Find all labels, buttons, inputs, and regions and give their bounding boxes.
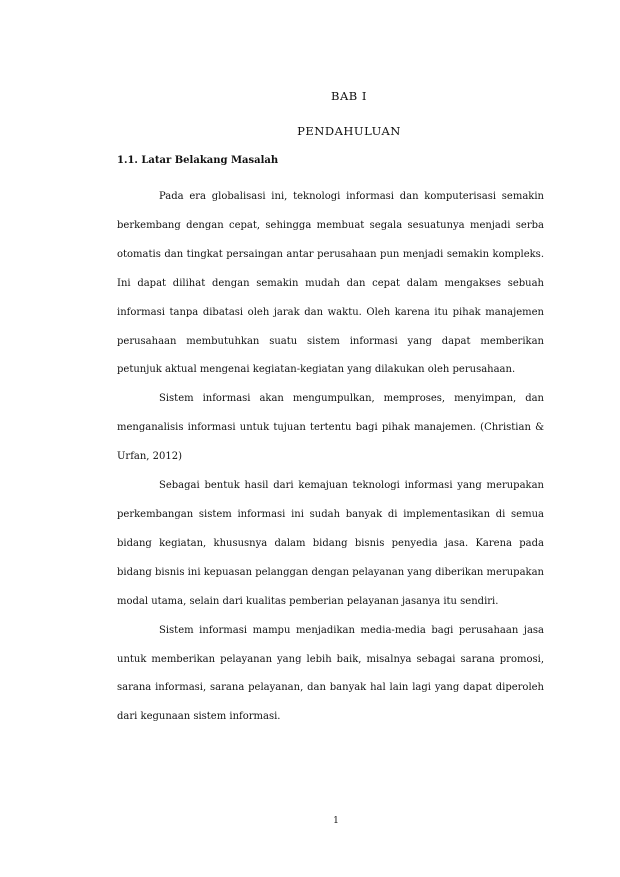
chapter-title: PENDAHULUAN: [297, 124, 401, 138]
paragraph-1: Pada era globalisasi ini, teknologi informasi dan komputerisasi semakin berkembang dengan cepat, sehingga membuat segala sesuatunya menjadi serba otomatis dan tingkat persaingan antar perusahaan pun menjadi semakin kompleks. Ini dapat dilihat dengan semakin mudah dan cepat dalam mengakses sebuah informasi tanpa dibatasi oleh jarak dan waktu. Oleh karena itu pihak manajemen perusahaan membutuhkan suatu sistem informasi yang dapat memberikan petunjuk aktual mengenai kegiatan-kegiatan yang dilakukan oleh perusahaan.: [117, 191, 544, 376]
body-text: [117, 183, 544, 732]
paragraph-4: Sistem informasi mampu menjadikan media-media bagi perusahaan jasa untuk memberikan pelayanan yang lebih baik, misalnya sebagai sarana promosi, sarana informasi, sarana pelayanan, dan banyak hal lain lagi yang dapat diperoleh dari kegunaan sistem informasi.: [117, 624, 544, 723]
paragraph-2: Sistem informasi akan mengumpulkan, memproses, menyimpan, dan menganalisis informasi untuk tujuan tertentu bagi pihak manajemen. (Christian & Urfan, 2012): [117, 393, 544, 463]
chapter-number: BAB I: [331, 89, 367, 103]
page-number: 1: [333, 816, 339, 826]
paragraph-3: Sebagai bentuk hasil dari kemajuan teknologi informasi yang merupakan perkembangan sistem informasi ini sudah banyak di implementasikan di semua bidang kegiatan, khususnya dalam bidang bisnis penyedia jasa. Karena pada bidang bisnis ini kepuasan pelanggan dengan pelayanan yang diberikan merupakan modal utama, selain dari kualitas pemberian pelayanan jasanya itu sendiri.: [117, 480, 544, 607]
section-heading: 1.1. Latar Belakang Masalah: [117, 155, 279, 166]
